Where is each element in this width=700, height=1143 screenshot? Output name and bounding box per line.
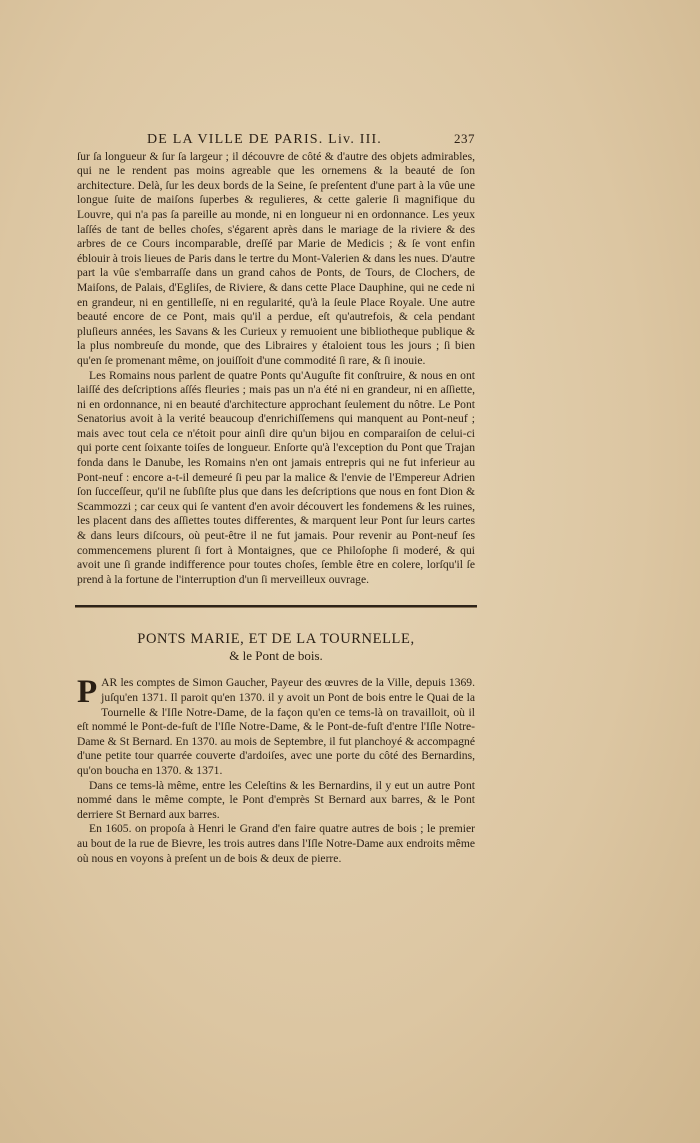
paragraph-2: Les Romains nous parlent de quatre Ponts qu'Auguſte fit conſtruire, & nous en ont laiſſé des deſcriptions aſſés fleuries ; mais pas un n'a été ni en grandeur, ni en aſſiette, ni en ordonnance, ni en beauté d'architecture approchant ſeulement du nôtre. Le Pont Senatorius avoit à la verité beaucoup d'enrichiſſemens qui manquent au Pont-neuf ; mais avec tout cela ce n'étoit pour ainſi dire qu'un bijou en comparaiſon de celui-ci qui porte cent ſoixante toiſes de longueur. Enſorte qu'à l'exception du Pont que Trajan fonda dans le Danube, les Romains n'en ont jamais entrepris qui ne fut inferieur au Pont-neuf : encore a-t-il demeuré ſi peu par la malice & l'envie de l'Empereur Adrien ſon ſucceſſeur, qu'il ne ſubſiſte plus que dans les deſcriptions que nous en font Dion & Scammozzi ; car ceux qui ſe vantent d'en avoir découvert les fondemens & les ruines, les placent dans des aſſiettes toutes differentes, & marquent leur Pont ſur leurs cartes & dans leurs diſcours, où peut-être il ne fut jamais. Pour revenir au Pont-neuf ſes commencemens plurent ſi fort à Montaignes, que ce Philoſophe ſi moderé, & qui avoit une ſi grande indifference pour toutes choſes, ſemble être en colere, lorſqu'il ſe prend à la fortune de l'interruption d'un ſi merveilleux ouvrage.: [77, 368, 475, 586]
page-number: 237: [454, 131, 475, 146]
page-header: [147, 132, 475, 148]
section-paragraph-3: En 1605. on propoſa à Henri le Grand d'en faire quatre autres de bois ; le premier au bout de la rue de Bievre, les trois autres dans l'Iſle Notre-Dame aux endroits même où nous en voyons à preſent un de bois & deux de pierre.: [77, 822, 475, 865]
running-title: DE LA VILLE DE PARIS. Liv. III.: [147, 132, 383, 147]
text-column: [77, 132, 475, 866]
section-divider: [75, 605, 477, 608]
section-title: PONTS MARIE, ET DE LA TOURNELLE,: [137, 631, 415, 648]
section-body: [77, 676, 475, 866]
drop-cap: P: [77, 674, 98, 711]
section-paragraph-1-text: AR les comptes de Simon Gaucher, Payeur des œuvres de la Ville, depuis 1369. juſqu'en 1371. Il paroit qu'en 1370. il y avoit un Pont de bois entre le Quai de la Tournelle & l'Iſle Notre-Dame, de la façon qu'en ce tems-là on travailloit, où il eſt nommé le Pont-de-fuſt de l'Iſle Notre-Dame, & le Pont-de-fuſt d'entre l'Iſle Notre-Dame & St Bernard. En 1370. au mois de Septembre, il fut planchoyé & accompagné d'une petite tour quarrée couverte d'ardoiſes, avec une porte du côté des Bernardins, qu'on boucha en 1370. & 1371.: [77, 676, 475, 777]
section-subtitle: & le Pont de bois.: [229, 648, 323, 664]
section-paragraph-2: Dans ce tems-là même, entre les Celeſtins & les Bernardins, il y eut un autre Pont nommé dans le même compte, le Pont d'emprès St Bernard aux barres, & le Pont derriere St Bernard aux barres.: [77, 778, 475, 821]
section-paragraph-1: [77, 676, 475, 778]
paragraph-1: ſur ſa longueur & ſur ſa largeur ; il découvre de côté & d'autre des objets admirables, qui ne le rendent pas moins agreable que les ornemens & la beauté de ſon architecture. Delà, ſur les deux bords de la Seine, ſe preſentent d'une part à la vûe une longue ſuite de maiſons ſuperbes & regulieres, & cette galerie ſi magnifique du Louvre, qui n'a pas ſa pareille au monde, ni en longueur ni en ordonnance. Les yeux laſſés de tant de belles choſes, s'égarent après dans le mariage de la riviere & des arbres de ce Cours incomparable, dreſſé par Marie de Medicis ; & ſe vont enfin éblouir à trois lieues de Paris dans le tertre du Mont-Valerien & dans les nues. D'autre part la vûe s'embarraſſe dans un grand cahos de Ponts, de Tours, de Clochers, de Maiſons, de Palais, d'Egliſes, de Riviere, & dans cette Place Dauphine, qui ne cede ni en grandeur, ni en gentilleſſe, ni en regularité, qu'à la ſeule Place Royale. Une autre beauté encore de ce Pont, mais qu'il a perdue, eſt qu'autrefois, & cela pendant pluſieurs années, les Savans & les Curieux y remuoient une bibliotheque publique & la plus nombreuſe du monde, que des Libraires y étaloient tous les jours ; ſi bien qu'en ſe promenant même, on jouiſſoit d'une commodité ſi rare, & ſi inouie.: [77, 149, 475, 367]
